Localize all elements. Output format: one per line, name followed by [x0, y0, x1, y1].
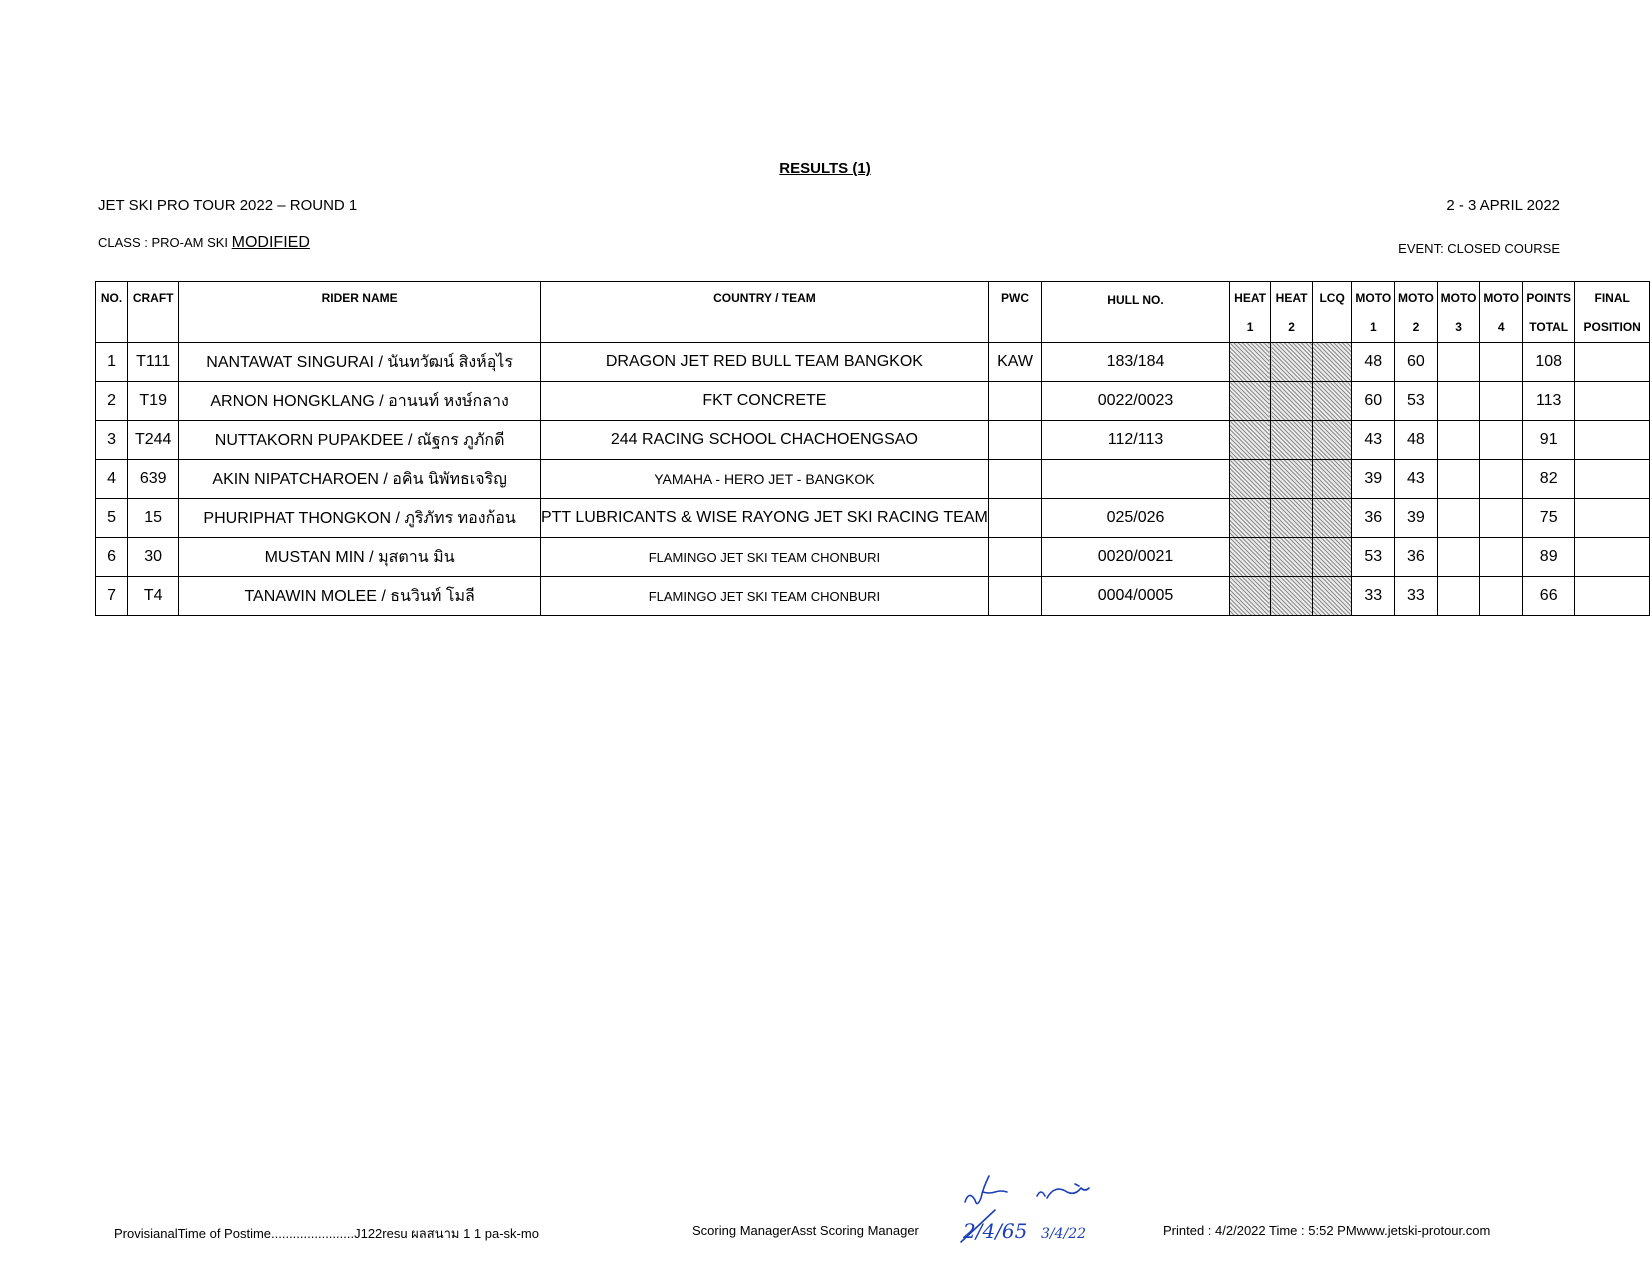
cell-lcq-shaded	[1312, 382, 1352, 421]
cell-moto-4	[1480, 382, 1523, 421]
cell-moto-1: 60	[1352, 382, 1395, 421]
table-row	[96, 538, 1650, 577]
cell-heat-2-shaded	[1271, 577, 1313, 616]
col-header-hull-no: HULL NO.	[1042, 282, 1230, 343]
cell-moto-1: 48	[1352, 343, 1395, 382]
cell-moto-3	[1437, 382, 1480, 421]
cell-final-position	[1575, 343, 1650, 382]
cell-rider-name: ARNON HONGKLANG / อานนท์ หงษ์กลาง	[179, 382, 541, 421]
cell-pwc: KAW	[988, 343, 1041, 382]
cell-heat-2-shaded	[1271, 499, 1313, 538]
cell-moto-3	[1437, 499, 1480, 538]
cell-rider-name: NANTAWAT SINGURAI / นันทวัฒน์ สิงห์อุไร	[179, 343, 541, 382]
results-table	[95, 281, 1650, 616]
cell-moto-1: 33	[1352, 577, 1395, 616]
cell-heat-1-shaded	[1229, 382, 1271, 421]
table-row	[96, 382, 1650, 421]
signature-stroke-1	[965, 1176, 1007, 1204]
cell-moto-3	[1437, 460, 1480, 499]
cell-no: 1	[96, 343, 128, 382]
cell-points-total: 75	[1523, 499, 1575, 538]
cell-moto-3	[1437, 421, 1480, 460]
cell-country-team: FKT CONCRETE	[540, 382, 988, 421]
cell-pwc	[988, 421, 1041, 460]
cell-final-position	[1575, 499, 1650, 538]
cell-no: 6	[96, 538, 128, 577]
footer-printed: Printed : 4/2/2022 Time : 5:52 PMwww.jetski-protour.com	[1163, 1223, 1491, 1238]
col-header-points-total: POINTS TOTAL	[1523, 282, 1575, 343]
cell-no: 5	[96, 499, 128, 538]
table-row	[96, 421, 1650, 460]
cell-hull-no: 0020/0021	[1042, 538, 1230, 577]
cell-lcq-shaded	[1312, 421, 1352, 460]
cell-lcq-shaded	[1312, 499, 1352, 538]
cell-moto-1: 43	[1352, 421, 1395, 460]
cell-moto-4	[1480, 460, 1523, 499]
table-row	[96, 499, 1650, 538]
cell-country-team: 244 RACING SCHOOL CHACHOENGSAO	[540, 421, 988, 460]
cell-moto-1: 39	[1352, 460, 1395, 499]
col-header-final-position: FINAL POSITION	[1575, 282, 1650, 343]
cell-heat-2-shaded	[1271, 382, 1313, 421]
cell-heat-2-shaded	[1271, 460, 1313, 499]
document-title: RESULTS (1)	[779, 160, 871, 177]
signature-date-2: 3/4/22	[1041, 1226, 1087, 1242]
cell-points-total: 89	[1523, 538, 1575, 577]
cell-no: 7	[96, 577, 128, 616]
cell-hull-no	[1042, 460, 1230, 499]
table-header-row	[96, 282, 1650, 343]
cell-heat-2-shaded	[1271, 343, 1313, 382]
cell-hull-no: 0004/0005	[1042, 577, 1230, 616]
cell-rider-name: NUTTAKORN PUPAKDEE / ณัฐกร ภูภักดี	[179, 421, 541, 460]
cell-craft: T111	[128, 343, 179, 382]
cell-pwc	[988, 538, 1041, 577]
cell-final-position	[1575, 577, 1650, 616]
cell-points-total: 108	[1523, 343, 1575, 382]
col-header-rider-name: RIDER NAME	[179, 282, 541, 343]
cell-moto-4	[1480, 538, 1523, 577]
cell-points-total: 91	[1523, 421, 1575, 460]
cell-moto-2: 60	[1395, 343, 1438, 382]
cell-moto-4	[1480, 577, 1523, 616]
cell-moto-2: 43	[1395, 460, 1438, 499]
cell-moto-3	[1437, 577, 1480, 616]
cell-moto-3	[1437, 538, 1480, 577]
cell-no: 4	[96, 460, 128, 499]
cell-country-team: PTT LUBRICANTS & WISE RAYONG JET SKI RACING TEAM	[540, 499, 988, 538]
cell-no: 2	[96, 382, 128, 421]
cell-pwc	[988, 499, 1041, 538]
cell-moto-2: 48	[1395, 421, 1438, 460]
cell-hull-no: 0022/0023	[1042, 382, 1230, 421]
cell-moto-4	[1480, 421, 1523, 460]
cell-heat-1-shaded	[1229, 499, 1271, 538]
col-header-lcq: LCQ	[1312, 282, 1352, 343]
cell-rider-name: TANAWIN MOLEE / ธนวินท์ โมลี	[179, 577, 541, 616]
cell-lcq-shaded	[1312, 460, 1352, 499]
cell-craft: T4	[128, 577, 179, 616]
cell-moto-4	[1480, 499, 1523, 538]
col-header-heat-2: HEAT 2	[1271, 282, 1313, 343]
footer-scoring-manager: Scoring ManagerAsst Scoring Manager	[692, 1223, 919, 1238]
cell-heat-1-shaded	[1229, 421, 1271, 460]
cell-lcq-shaded	[1312, 577, 1352, 616]
cell-country-team: FLAMINGO JET SKI TEAM CHONBURI	[540, 538, 988, 577]
cell-hull-no: 025/026	[1042, 499, 1230, 538]
cell-lcq-shaded	[1312, 538, 1352, 577]
col-header-craft: CRAFT	[128, 282, 179, 343]
cell-heat-2-shaded	[1271, 538, 1313, 577]
table-row	[96, 577, 1650, 616]
cell-moto-3	[1437, 343, 1480, 382]
cell-country-team: YAMAHA - HERO JET - BANGKOK	[540, 460, 988, 499]
cell-moto-2: 53	[1395, 382, 1438, 421]
cell-points-total: 66	[1523, 577, 1575, 616]
cell-hull-no: 112/113	[1042, 421, 1230, 460]
cell-craft: T19	[128, 382, 179, 421]
cell-lcq-shaded	[1312, 343, 1352, 382]
cell-no: 3	[96, 421, 128, 460]
cell-hull-no: 183/184	[1042, 343, 1230, 382]
col-header-moto-3: MOTO 3	[1437, 282, 1480, 343]
cell-pwc	[988, 460, 1041, 499]
event-date: 2 - 3 APRIL 2022	[1446, 197, 1560, 214]
cell-rider-name: MUSTAN MIN / มุสตาน มิน	[179, 538, 541, 577]
event-type: EVENT: CLOSED COURSE	[1398, 241, 1560, 256]
class-name: MODIFIED	[231, 234, 310, 251]
cell-final-position	[1575, 460, 1650, 499]
cell-heat-2-shaded	[1271, 421, 1313, 460]
cell-points-total: 82	[1523, 460, 1575, 499]
cell-pwc	[988, 382, 1041, 421]
cell-heat-1-shaded	[1229, 538, 1271, 577]
cell-craft: 15	[128, 499, 179, 538]
event-name: JET SKI PRO TOUR 2022 – ROUND 1	[98, 197, 358, 214]
class-line	[98, 234, 310, 252]
cell-heat-1-shaded	[1229, 460, 1271, 499]
cell-moto-2: 36	[1395, 538, 1438, 577]
col-header-moto-1: MOTO 1	[1352, 282, 1395, 343]
handwritten-signature	[955, 1170, 1135, 1250]
col-header-moto-2: MOTO 2	[1395, 282, 1438, 343]
cell-craft: 30	[128, 538, 179, 577]
col-header-moto-4: MOTO 4	[1480, 282, 1523, 343]
cell-moto-4	[1480, 343, 1523, 382]
cell-heat-1-shaded	[1229, 343, 1271, 382]
cell-pwc	[988, 577, 1041, 616]
table-row	[96, 460, 1650, 499]
cell-final-position	[1575, 421, 1650, 460]
class-prefix: CLASS : PRO-AM SKI	[98, 235, 232, 250]
cell-moto-2: 33	[1395, 577, 1438, 616]
cell-country-team: DRAGON JET RED BULL TEAM BANGKOK	[540, 343, 988, 382]
cell-moto-2: 39	[1395, 499, 1438, 538]
col-header-pwc: PWC	[988, 282, 1041, 343]
col-header-country-team: COUNTRY / TEAM	[540, 282, 988, 343]
cell-rider-name: AKIN NIPATCHAROEN / อคิน นิพัทธเจริญ	[179, 460, 541, 499]
signature-date-1: 2/4/65	[963, 1219, 1028, 1243]
footer-provisional: ProvisianalTime of Postime.......................J122resu ผลสนาม 1 1 pa-sk-mo	[114, 1226, 539, 1241]
cell-points-total: 113	[1523, 382, 1575, 421]
cell-craft: T244	[128, 421, 179, 460]
table-row	[96, 343, 1650, 382]
cell-rider-name: PHURIPHAT THONGKON / ภูริภัทร ทองก้อน	[179, 499, 541, 538]
cell-moto-1: 36	[1352, 499, 1395, 538]
cell-final-position	[1575, 382, 1650, 421]
col-header-no: NO.	[96, 282, 128, 343]
cell-moto-1: 53	[1352, 538, 1395, 577]
cell-final-position	[1575, 538, 1650, 577]
signature-stroke-2	[1037, 1184, 1089, 1198]
col-header-heat-1: HEAT 1	[1229, 282, 1271, 343]
cell-craft: 639	[128, 460, 179, 499]
cell-heat-1-shaded	[1229, 577, 1271, 616]
cell-country-team: FLAMINGO JET SKI TEAM CHONBURI	[540, 577, 988, 616]
